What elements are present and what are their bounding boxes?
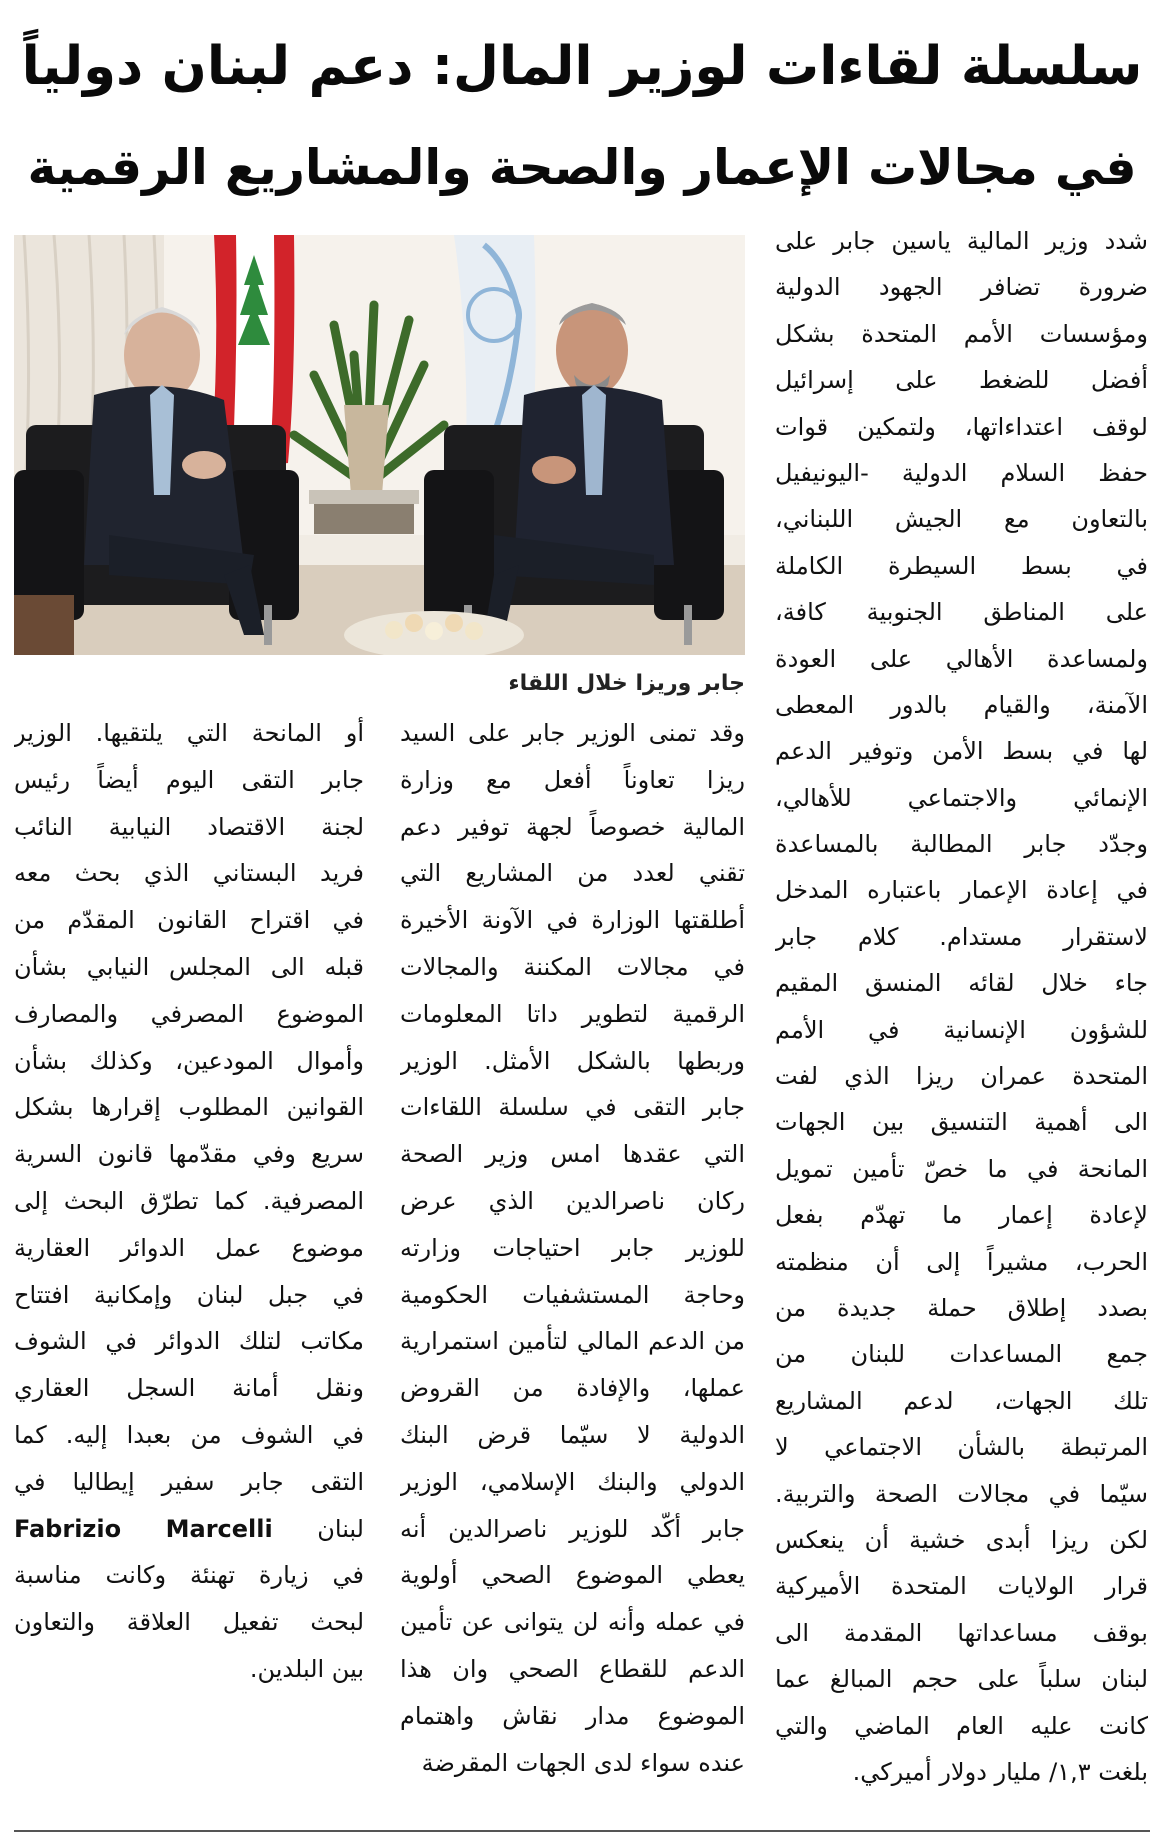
article-line: في مجالات المكننة والمجالات: [400, 952, 745, 981]
article-line: أو المانحة التي يلتقيها. الوزير: [14, 719, 364, 747]
article-line: في بسط السيطرة الكاملة: [775, 551, 1148, 580]
article-line: المانحة في ما خصّ تأمين تمويل: [775, 1154, 1148, 1183]
article-line: لوقف اعتداءاتها، ولتمكين قوات: [775, 412, 1148, 441]
article-line: جابر التقى في سلسلة اللقاءات: [400, 1093, 745, 1122]
article-line: الدولي والبنك الإسلامي، الوزير: [400, 1467, 745, 1496]
article-line: وربطها بالشكل الأمثل. الوزير: [400, 1046, 745, 1075]
article-line: الإنمائي والاجتماعي للأهالي،: [775, 783, 1148, 812]
article-line: ولمساعدة الأهالي على العودة: [775, 644, 1148, 673]
photo-caption: جابر وريزا خلال اللقاء: [508, 671, 745, 696]
article-line: لإعادة إعمار ما تهدّم بفعل: [775, 1201, 1148, 1230]
article-line: لاستقرار مستدام. كلام جابر: [775, 922, 1148, 951]
article-line: أطلقتها الوزارة في الآونة الأخيرة: [400, 906, 745, 935]
article-line: سيّما في مجالات الصحة والتربية.: [775, 1479, 1148, 1508]
article-line: في اقتراح القانون المقدّم من: [14, 906, 364, 935]
article-line: قرار الولايات المتحدة الأميركية: [775, 1572, 1148, 1601]
ambassador-name-part: Marcelli: [165, 1514, 273, 1543]
article-line: الآمنة، والقيام بالدور المعطى: [775, 690, 1148, 719]
headline-line-1: سلسلة لقاءات لوزير المال: دعم لبنان دولياً: [21, 36, 1143, 97]
article-column-left: [14, 710, 364, 1693]
article-line: للشؤون الإنسانية في الأمم: [775, 1015, 1148, 1044]
article-line-latin: [14, 1506, 364, 1553]
article-line: وحاجة المستشفيات الحكومية: [400, 1280, 745, 1309]
article-line: جاء خلال لقائه المنسق المقيم: [775, 969, 1148, 998]
article-line: شدد وزير المالية ياسين جابر على: [775, 227, 1148, 255]
article-line: عنده سواء لدى الجهات المقرضة: [421, 1748, 745, 1777]
article-line: كانت عليه العام الماضي والتي: [775, 1711, 1148, 1740]
article-line: وجدّد جابر المطالبة بالمساعدة: [775, 830, 1148, 859]
article-line: الموضوع مدار نقاش واهتمام: [400, 1701, 745, 1730]
article-line: في إعادة الإعمار باعتباره المدخل: [775, 876, 1148, 905]
article-line: التقى جابر سفير إيطاليا في: [14, 1467, 364, 1496]
meeting-photo-illustration: [14, 235, 745, 655]
article-line: الموضوع المصرفي والمصارف: [14, 999, 364, 1028]
article-line: ركان ناصرالدين الذي عرض: [400, 1186, 745, 1215]
article-line: الدعم للقطاع الصحي وان هذا: [400, 1654, 745, 1683]
bottom-rule: [14, 1830, 1150, 1832]
article-line: بلغت ١,٣/ مليار دولار أميركي.: [852, 1757, 1148, 1786]
article-line: تلك الجهات، لدعم المشاريع: [775, 1386, 1148, 1415]
ambassador-name-part: Fabrizio: [14, 1514, 122, 1543]
article-line: الى أهمية التنسيق بين الجهات: [775, 1108, 1148, 1137]
article-line: ومؤسسات الأمم المتحدة بشكل: [775, 319, 1148, 348]
article-line: تقني لعدد من المشاريع التي: [400, 859, 745, 888]
article-line: عملها، والإفادة من القروض: [400, 1374, 745, 1403]
article-line: المتحدة عمران ريزا الذي لفت: [775, 1062, 1148, 1091]
article-line: جابر أكّد للوزير ناصرالدين أنه: [400, 1514, 745, 1543]
article-line: لبنان سلباً على حجم المبالغ عما: [775, 1665, 1148, 1694]
article-line: لبحث تفعيل العلاقة والتعاون: [14, 1608, 364, 1637]
article-line: لجنة الاقتصاد النيابية النائب: [14, 812, 364, 841]
article-line: ريزا تعاوناً أفعل مع وزارة: [400, 765, 745, 794]
article-word: لبنان: [317, 1514, 364, 1543]
article-line: على المناطق الجنوبية كافة،: [775, 598, 1148, 627]
article-line: بصدد إطلاق حملة جديدة من: [775, 1293, 1148, 1322]
article-line: بوقف مساعداتها المقدمة الى: [775, 1618, 1148, 1647]
article-line: الرقمية لتطوير داتا المعلومات: [400, 999, 745, 1028]
article-line: جمع المساعدات للبنان من: [775, 1340, 1148, 1369]
article-line: في عمله وأنه لن يتوانى عن تأمين: [400, 1608, 745, 1637]
article-photo: [14, 235, 745, 655]
article-line: فريد البستاني الذي بحث معه: [14, 859, 364, 888]
article-line: قبله الى المجلس النيابي بشأن: [14, 952, 364, 981]
article-column-middle: [400, 710, 745, 1786]
article-line: الحرب، مشيراً إلى أن منظمته: [775, 1247, 1148, 1276]
article-line: المالية خصوصاً لجهة توفير دعم: [400, 812, 745, 841]
article-line: ضرورة تضافر الجهود الدولية: [775, 273, 1148, 302]
article-line: لها في بسط الأمن وتوفير الدعم: [775, 737, 1148, 766]
article-line: ونقل أمانة السجل العقاري: [14, 1374, 364, 1403]
article-line: لكن ريزا أبدى خشية أن ينعكس: [775, 1525, 1148, 1554]
article-line: بالتعاون مع الجيش اللبناني،: [775, 505, 1148, 534]
article-line: جابر التقى اليوم أيضاً رئيس: [14, 765, 364, 794]
article-column-right: [775, 218, 1148, 1795]
article-line: حفظ السلام الدولية -اليونيفيل: [775, 458, 1148, 487]
article-line: القوانين المطلوب إقرارها بشكل: [14, 1093, 364, 1122]
article-line: من الدعم المالي لتأمين استمرارية: [400, 1327, 745, 1356]
article-line: سريع وفي مقدّمها قانون السرية: [14, 1140, 364, 1169]
article-line: أفضل للضغط على إسرائيل: [775, 366, 1148, 395]
article-line: وقد تمنى الوزير جابر على السيد: [400, 719, 745, 747]
article-line: في الشوف من بعبدا إليه. كما: [14, 1420, 364, 1449]
article-line: وأموال المودعين، وكذلك بشأن: [14, 1046, 364, 1075]
article-line: للوزير جابر احتياجات وزارته: [400, 1233, 745, 1262]
article-line: المرتبطة بالشأن الاجتماعي لا: [775, 1433, 1148, 1462]
article-line: يعطي الموضوع الصحي أولوية: [400, 1561, 745, 1590]
headline-line-2: في مجالات الإعمار والصحة والمشاريع الرقمية: [27, 139, 1137, 196]
article-line: مكاتب لتلك الدوائر في الشوف: [14, 1327, 364, 1356]
article-line: المصرفية. كما تطرّق البحث إلى: [14, 1186, 364, 1215]
article-line: التي عقدها امس وزير الصحة: [400, 1140, 745, 1169]
article-line: بين البلدين.: [249, 1654, 364, 1683]
article-line: موضوع عمل الدوائر العقارية: [14, 1233, 364, 1262]
article-line: في زيارة تهنئة وكانت مناسبة: [14, 1561, 364, 1590]
article-line: في جبل لبنان وإمكانية افتتاح: [14, 1280, 364, 1309]
article-line: الدولية لا سيّما قرض البنك: [400, 1420, 745, 1449]
